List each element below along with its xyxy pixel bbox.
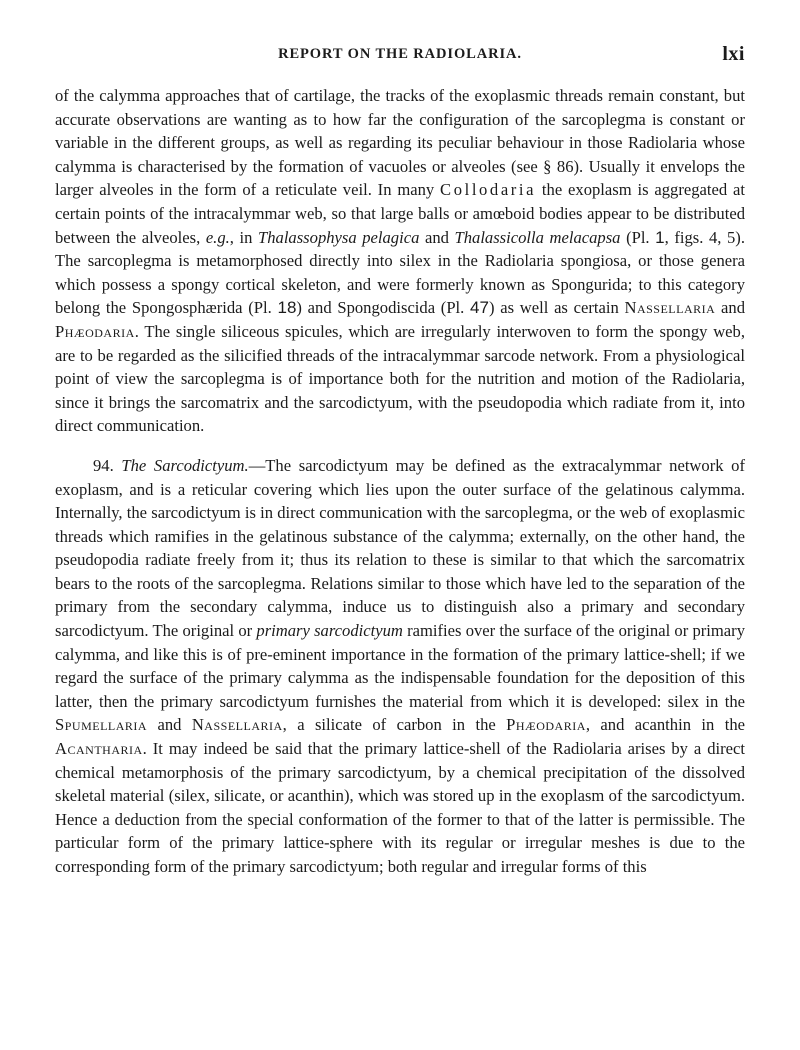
taxon-small-caps: Phæodaria <box>506 715 586 735</box>
taxon-small-caps: Nassellaria <box>624 298 716 318</box>
text-run: . The single siliceous spicules, which are irregularly interwoven to form the spongy web, are to be regarded as the silicified threads of the intracalymmar sarcode network. From a physiological point of view the sarcoplegma is of importance both for the nutrition and motion of the Radiolaria, since it brings the sarcomatrix and the sarcodictyum, with the pseudopodia which radiate from it, into direct communication. <box>55 321 745 436</box>
page-number: lxi <box>722 43 745 65</box>
text-run: of the calymma approaches that of cartilage, the tracks of the exoplasmic threads remain constant, but accurate observations are wanting as to how far the configuration of the sarcoplegma is constant or variable in the different groups, as well as regarding its peculiar behaviour in those Radiolaria whose calymma is characterised by the formation of vacuoles or alveoles (see § 86). Usually it envelops the larger alveoles in the form of a reticulate veil. In many <box>55 86 745 200</box>
taxon-small-caps: Phæodaria <box>55 321 135 341</box>
text-run: the exoplasm is aggregated at certain points of the intracalymmar web, so that large balls or amœboid bodies appear to be distributed between the alveoles, <box>55 180 745 247</box>
section-number: 94. <box>93 455 122 475</box>
text-run: , in <box>229 227 258 247</box>
text-run: and <box>419 227 455 247</box>
taxon-small-caps: Spumellaria <box>55 715 148 735</box>
text-run: and <box>147 715 192 735</box>
text-run: ) and Spongodiscida (Pl. <box>296 298 471 318</box>
taxon-small-caps: Nassellaria <box>191 715 283 735</box>
text-run: , a silicate of carbon in the <box>282 715 507 735</box>
plate-number: 47 <box>470 298 489 318</box>
text-run: , and acanthin in the <box>585 715 745 735</box>
text-run: ramifies over the surface of the original or primary calymma, and like this is of pre-eminent importance in the formation of the primary lattice-shell; if we regard the surface of the primary calymma as the indispensable foundation for the deposition of this latter, then the primary sarcodictyum furnishes the material from which it is developed: silex in the <box>55 621 745 711</box>
taxon-small-caps: Acantharia <box>55 739 143 759</box>
paragraph-sarcodictyum <box>55 454 745 879</box>
paragraph-sarcoplegma <box>55 84 745 438</box>
text-run: . It may indeed be said that the primary lattice-shell of the Radiolaria arises by a direct chemical metamorphosis of the primary sarcodictyum, by a chemical precipitation of the dissolved skeletal material (silex, silicate, or acanthin), which was stored up in the exoplasm of the sarcodictyum. Hence a deduction from the special conformation of the former to that of the latter is permissible. The particular form of the primary lattice-sphere with its regular or irregular meshes is due to the corresponding form of the primary sarcodictyum; both regular and irregular forms of this <box>55 739 745 876</box>
text-run: —The sarcodictyum may be defined as the extracalymmar network of exoplasm, and is a reticular covering which lies upon the outer surface of the gelatinous calymma. Internally, the sarcodictyum is in direct communication with the sarcoplegma, or the web of exoplasmic threads which ramifies in the gelatinous substance of the calymma; externally, on the other hand, the pseudopodia radiate freely from it; thus its relation to these is similar to that which the sarcomatrix bears to the roots of the sarcoplegma. Relations similar to those which have led to the separation of the primary from the secondary calymma, induce us to distinguish also a primary and secondary sarcodictyum. The original or <box>55 455 745 641</box>
text-run-italic: e.g. <box>205 227 230 247</box>
body-text <box>55 84 745 879</box>
text-run: , figs. 4, 5). The sarcoplegma is metamorphosed directly into silex in the Radiolaria spongiosa, or those genera which possess a spongy cortical skeleton, and were formerly known as Spongurida; to this category belong the Spongosphærida (Pl. <box>55 227 745 318</box>
text-run-italic: primary sarcodictyum <box>256 621 403 641</box>
species-name: Thalassophysa pelagica <box>258 227 420 247</box>
text-run: ) as well as certain <box>488 298 625 318</box>
plate-number: 1 <box>655 227 665 247</box>
text-run-spaced: Collodaria <box>440 180 537 200</box>
text-run: and <box>715 298 745 318</box>
plate-number: 18 <box>277 298 297 318</box>
running-title: REPORT ON THE RADIOLARIA. <box>278 46 522 62</box>
species-name: Thalassicolla melacapsa <box>454 227 621 247</box>
running-head <box>55 44 745 68</box>
section-heading: The Sarcodictyum. <box>121 455 249 475</box>
text-run: (Pl. <box>620 227 656 247</box>
